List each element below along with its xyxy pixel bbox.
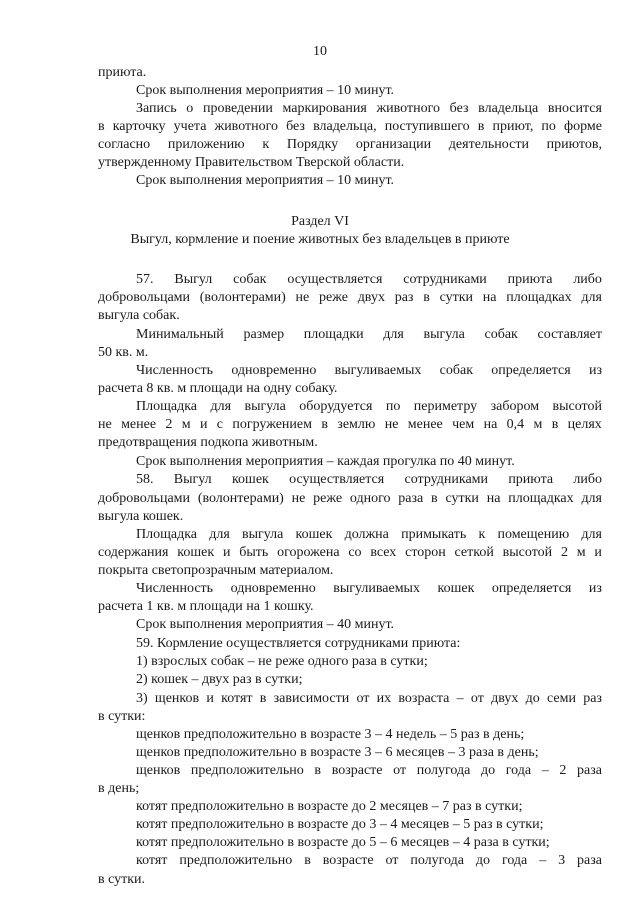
- section-title: Выгул, кормление и поение животных без владельцев в приюте: [130, 232, 510, 247]
- text-line: Численность одновременно выгуливаемых собак определяется из: [136, 363, 602, 378]
- text-line: котят предположительно в возрасте до 3 – 4 месяцев – 5 раз в сутки;: [136, 817, 544, 832]
- text-line: Площадка для выгула оборудуется по периметру забором высотой: [136, 399, 602, 414]
- text-line: согласно приложению к Порядку организации деятельности приютов,: [98, 137, 602, 152]
- text-line: щенков предположительно в возрасте от полугода до года – 2 раза: [136, 763, 602, 778]
- text-line: 59. Кормление осуществляется сотрудниками приюта:: [136, 636, 461, 651]
- text-line: Запись о проведении маркирования животного без владельца вносится: [136, 101, 602, 116]
- text-line: расчета 8 кв. м площади на одну собаку.: [98, 381, 338, 396]
- text-line: Численность одновременно выгуливаемых кошек определяется из: [136, 581, 602, 596]
- page-number: 10: [313, 44, 327, 59]
- text-line: Срок выполнения мероприятия – каждая прогулка по 40 минут.: [136, 454, 515, 469]
- text-line: в день;: [98, 781, 140, 796]
- text-line: в сутки:: [98, 709, 146, 724]
- text-line: щенков предположительно в возрасте 3 – 6 месяцев – 3 раза в день;: [136, 745, 539, 760]
- text-line: не менее 2 м и с погружением в землю не менее чем на 0,4 м в целях: [98, 417, 602, 432]
- text-line: щенков предположительно в возрасте 3 – 4 недель – 5 раз в день;: [136, 727, 525, 742]
- text-line: Срок выполнения мероприятия – 10 минут.: [136, 83, 395, 98]
- text-line: 50 кв. м.: [98, 345, 149, 360]
- text-line: в карточку учета животного без владельца, поступившего в приют, по форме: [98, 119, 602, 134]
- text-line: котят предположительно в возрасте до 5 – 6 месяцев – 4 раза в сутки;: [136, 835, 550, 850]
- text-line: выгула кошек.: [98, 509, 184, 524]
- text-line: в сутки.: [98, 872, 146, 887]
- text-line: Минимальный размер площадки для выгула собак составляет: [136, 327, 602, 342]
- text-line: предотвращения подкопа животным.: [98, 435, 318, 450]
- section-heading: Раздел VI: [291, 214, 349, 229]
- text-line: 3) щенков и котят в зависимости от их возраста – от двух до семи раз: [136, 691, 602, 706]
- text-line: расчета 1 кв. м площади на 1 кошку.: [98, 599, 314, 614]
- text-line: 1) взрослых собак – не реже одного раза в сутки;: [136, 654, 428, 669]
- text-line: добровольцами (волонтерами) не реже одного раза в сутки на площадках для: [98, 491, 602, 506]
- text-line: покрыта светопрозрачным материалом.: [98, 563, 334, 578]
- text-line: выгула собак.: [98, 308, 180, 323]
- text-line: приюта.: [98, 65, 147, 80]
- text-line: содержания кошек и быть огорожена со всех сторон сеткой высотой 2 м и: [98, 545, 602, 560]
- text-line: 57. Выгул собак осуществляется сотрудниками приюта либо: [136, 272, 602, 287]
- text-line: добровольцами (волонтерами) не реже двух раз в сутки на площадках для: [98, 290, 602, 305]
- text-line: 58. Выгул кошек осуществляется сотрудниками приюта либо: [136, 472, 602, 487]
- text-line: утвержденному Правительством Тверской области.: [98, 155, 405, 170]
- text-line: Срок выполнения мероприятия – 40 минут.: [136, 617, 395, 632]
- text-line: 2) кошек – двух раз в сутки;: [136, 672, 303, 687]
- text-line: котят предположительно в возрасте до 2 месяцев – 7 раз в сутки;: [136, 799, 523, 814]
- text-line: Срок выполнения мероприятия – 10 минут.: [136, 173, 395, 188]
- text-line: Площадка для выгула кошек должна примыкать к помещению для: [136, 527, 602, 542]
- text-line: котят предположительно в возрасте от полугода до года – 3 раза: [136, 853, 602, 868]
